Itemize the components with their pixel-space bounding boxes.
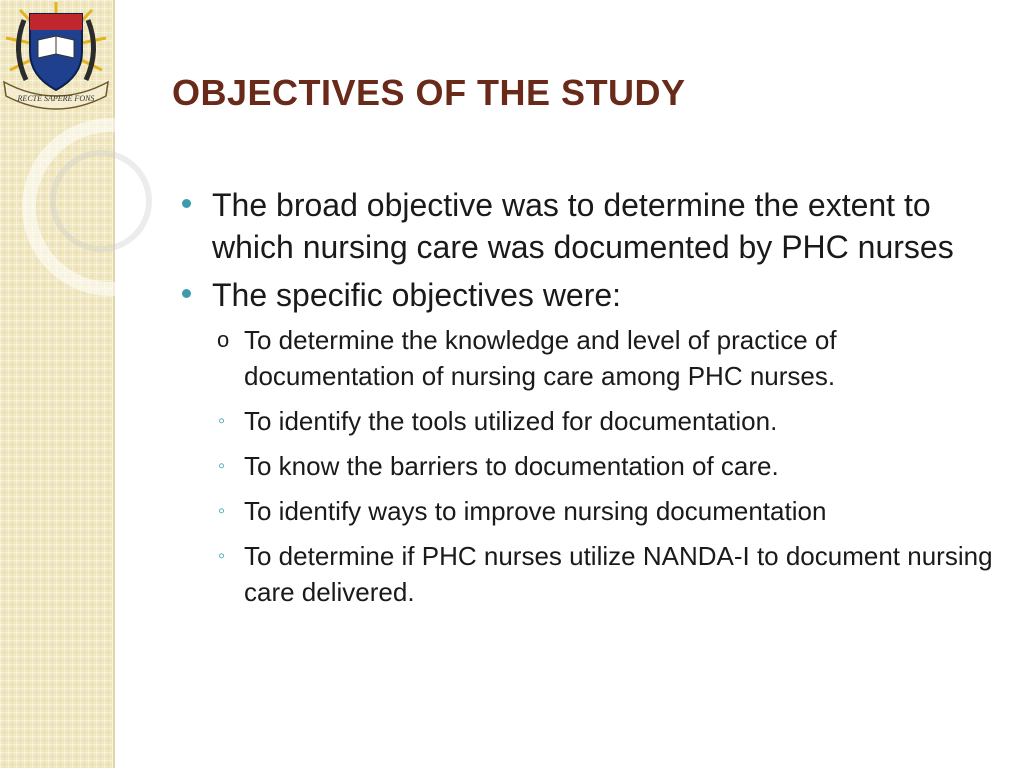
sub-item-text: To determine the knowledge and level of practice of documentation of nursing care among PHC nurses.	[244, 325, 837, 391]
bullet-specific-objectives	[168, 274, 998, 316]
sub-item-knowledge	[168, 322, 998, 394]
sub-item-tools	[168, 403, 998, 439]
sub-bullet-o-icon: o	[217, 327, 230, 352]
slide-title: OBJECTIVES OF THE STUDY	[172, 72, 686, 113]
sub-item-nanda	[168, 538, 998, 610]
bullet-text: The broad objective was to determine the extent to which nursing care was documented by PHC nurses	[212, 187, 954, 265]
sub-bullet-circle-icon: ◦	[218, 410, 226, 432]
bullet-text: The specific objectives were:	[212, 277, 622, 313]
sub-item-text: To identify the tools utilized for documentation.	[244, 406, 778, 436]
sub-bullet-circle-icon: ◦	[218, 455, 226, 477]
slide-content	[168, 184, 998, 619]
sub-item-text: To determine if PHC nurses utilize NANDA-I to document nursing care delivered.	[244, 541, 993, 607]
sub-item-improve	[168, 493, 998, 529]
decorative-ring-inner	[50, 150, 152, 252]
bullet-dot-icon	[182, 199, 191, 208]
sub-item-barriers	[168, 448, 998, 484]
sub-item-text: To identify ways to improve nursing documentation	[244, 496, 827, 526]
sub-bullet-circle-icon: ◦	[218, 500, 226, 522]
decorative-sidebar	[0, 0, 115, 768]
bullet-broad-objective	[168, 184, 998, 268]
bullet-dot-icon	[182, 289, 191, 298]
sub-bullet-circle-icon: ◦	[218, 545, 226, 567]
sub-item-text: To know the barriers to documentation of care.	[244, 451, 779, 481]
university-crest-logo	[0, 0, 112, 112]
crest-motto: RECTE SAPERE FONS	[17, 94, 95, 103]
